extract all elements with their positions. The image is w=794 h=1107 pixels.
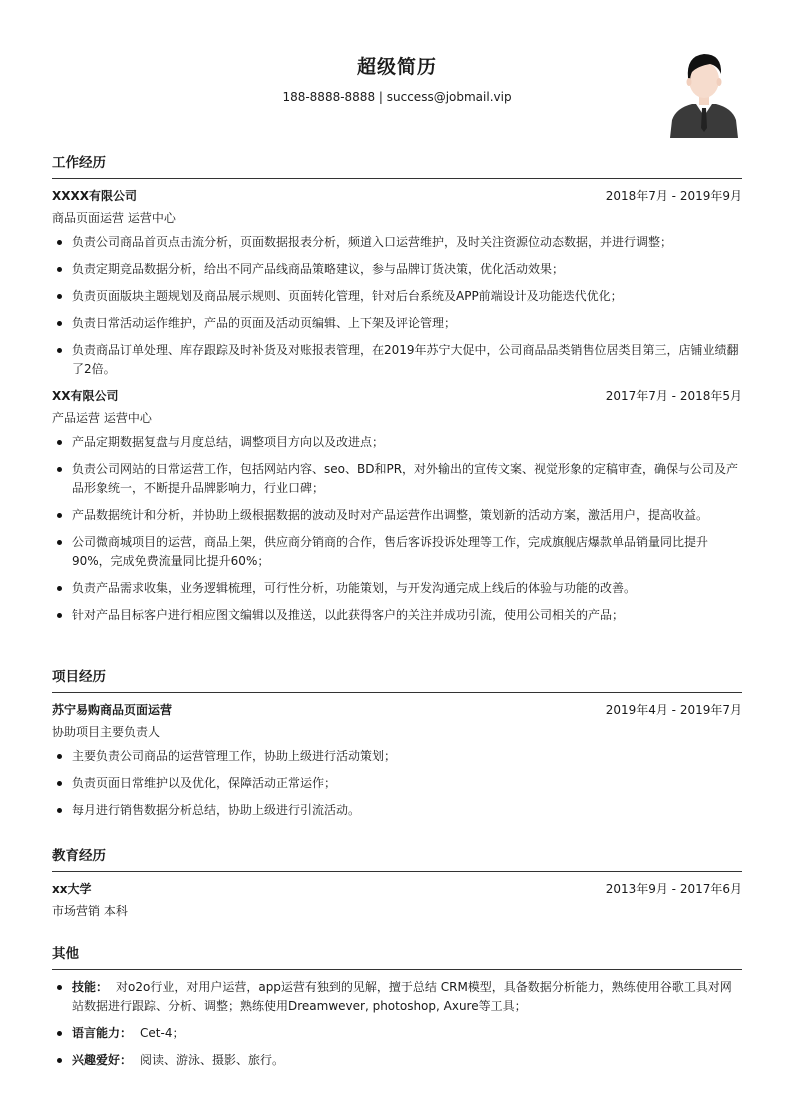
- position: 商品页面运营 运营中心: [52, 211, 176, 225]
- item-label: 技能：: [72, 980, 109, 994]
- company-name: XXXX有限公司: [52, 189, 138, 203]
- list-item: 负责公司商品首页点击流分析，页面数据报表分析，频道入口运营维护，及时关注资源位动态数据，并进行调整；: [52, 233, 742, 252]
- work-entry-2: [52, 387, 742, 625]
- language-item: [52, 1024, 742, 1043]
- other-section: [52, 943, 742, 1078]
- project-section: [52, 666, 742, 828]
- major-degree: 市场营销 本科: [52, 904, 128, 918]
- section-title: 工作经历: [52, 152, 742, 179]
- list-item: 产品定期数据复盘与月度总结，调整项目方向以及改进点；: [52, 433, 742, 452]
- hobby-item: [52, 1051, 742, 1070]
- date-range: 2017年7月 - 2018年5月: [605, 389, 742, 403]
- school-name: xx大学: [52, 882, 92, 896]
- duty-list: [52, 747, 742, 820]
- list-item: 负责日常活动运作维护，产品的页面及活动页编辑、上下架及评论管理；: [52, 314, 742, 333]
- list-item: 公司微商城项目的运营，商品上架，供应商分销商的合作，售后客诉投诉处理等工作，完成旗舰店爆款单品销量同比提升90%，完成免费流量同比提升60%；: [52, 533, 742, 571]
- resume-title: 超级简历: [356, 56, 437, 78]
- project-name: 苏宁易购商品页面运营: [52, 703, 173, 717]
- list-item: 产品数据统计和分析，并协助上级根据数据的波动及时对产品运营作出调整，策划新的活动方案，激活用户，提高收益。: [52, 506, 742, 525]
- section-title: 教育经历: [52, 845, 742, 872]
- project-role: 协助项目主要负责人: [52, 725, 161, 739]
- item-text: 对o2o行业，对用户运营，app运营有独到的见解，擅于总结 CRM模型，具备数据分析能力，熟练使用谷歌工具对网站数据进行跟踪、分析、调整；熟练使用Dreamwever, photoshop, Axure等工具；: [72, 980, 732, 1013]
- education-entry-1: [52, 880, 742, 922]
- list-item: 负责页面版块主题规划及商品展示规则、页面转化管理，针对后台系统及APP前端设计及功能迭代优化；: [52, 287, 742, 306]
- list-item: 主要负责公司商品的运营管理工作，协助上级进行活动策划；: [52, 747, 742, 766]
- list-item: 负责产品需求收集，业务逻辑梳理，可行性分析，功能策划，与开发沟通完成上线后的体验与功能的改善。: [52, 579, 742, 598]
- list-item: 负责商品订单处理、库存跟踪及时补货及对账报表管理，在2019年苏宁大促中，公司商品品类销售位居类目第三，店铺业绩翻了2倍。: [52, 341, 742, 379]
- list-item: 负责定期竞品数据分析，给出不同产品线商品策略建议，参与品牌订货决策，优化活动效果；: [52, 260, 742, 279]
- other-list: [52, 978, 742, 1070]
- work-entry-1: [52, 187, 742, 379]
- company-name: XX有限公司: [52, 389, 119, 403]
- item-text: 阅读、游泳、摄影、旅行。: [140, 1053, 285, 1067]
- section-title: 其他: [52, 943, 742, 970]
- duty-list: [52, 433, 742, 625]
- avatar: [668, 42, 740, 138]
- duty-list: [52, 233, 742, 379]
- date-range: 2018年7月 - 2019年9月: [605, 189, 742, 203]
- project-entry-1: [52, 701, 742, 820]
- list-item: 负责公司网站的日常运营工作，包括网站内容、seo、BD和PR，对外输出的宣传文案、视觉形象的定稿审查，确保与公司及产品形象统一，不断提升品牌影响力，行业口碑；: [52, 460, 742, 498]
- list-item: 每月进行销售数据分析总结，协助上级进行引流活动。: [52, 801, 742, 820]
- list-item: 负责页面日常维护以及优化，保障活动正常运作；: [52, 774, 742, 793]
- item-label: 兴趣爱好：: [72, 1053, 133, 1067]
- section-title: 项目经历: [52, 666, 742, 693]
- item-text: Cet-4；: [140, 1026, 185, 1040]
- position: 产品运营 运营中心: [52, 411, 152, 425]
- date-range: 2013年9月 - 2017年6月: [605, 882, 742, 896]
- item-label: 语言能力：: [72, 1026, 133, 1040]
- list-item: 针对产品目标客户进行相应图文编辑以及推送，以此获得客户的关注并成功引流，使用公司相关的产品；: [52, 606, 742, 625]
- skills-item: [52, 978, 742, 1016]
- work-section: [52, 152, 742, 633]
- date-range: 2019年4月 - 2019年7月: [605, 703, 742, 717]
- contact-info: 188-8888-8888 | success@jobmail.vip: [282, 90, 512, 104]
- education-section: [52, 845, 742, 924]
